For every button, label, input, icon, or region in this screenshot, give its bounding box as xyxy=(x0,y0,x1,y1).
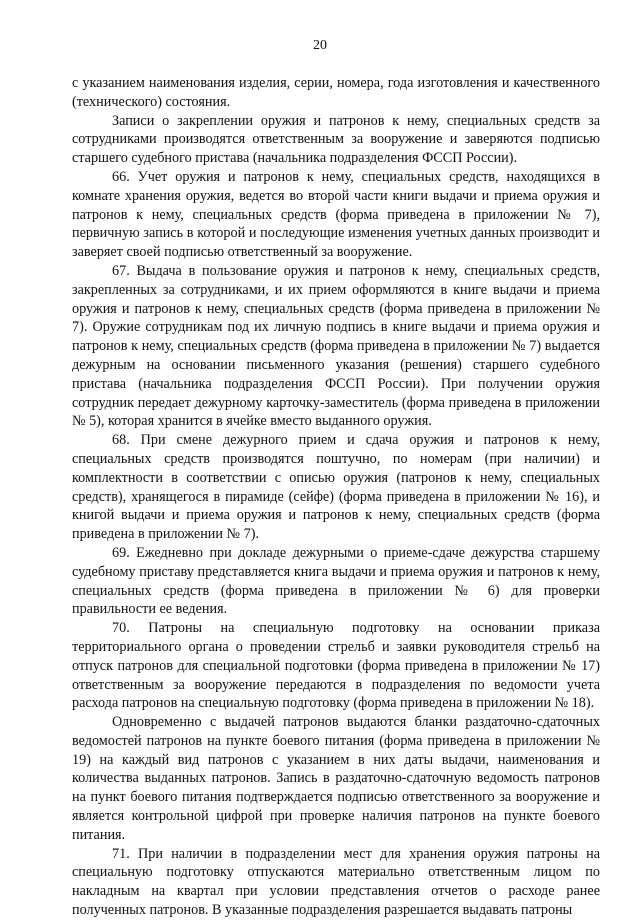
document-body xyxy=(72,74,600,920)
paragraph-69: 69. Ежедневно при докладе дежурными о приеме-сдаче дежурства старшему судебному приставу представляется книга выдачи и приема оружия и патронов к нему, специальных средств (форма приведена в приложении № 6) для проверки правильности ее ведения. xyxy=(72,544,600,618)
paragraph-70: 70. Патроны на специальную подготовку на основании приказа территориального органа о проведении стрельб и заявки руководителя стрельб на отпуск патронов для специальной подготовки (форма приведена в приложении № 17) ответственным за вооружение передаются в подразделения по ведомости учета расхода патронов на специальную подготовку (форма приведена в приложении № 18). xyxy=(72,620,600,712)
paragraph-71: 71. При наличии в подразделении мест для хранения оружия патроны на специальную подготовку отпускаются материально ответственным лицом по накладным на квартал при условии представления отчетов о расходе ранее полученных патронов. В указанные подразделения разрешается выдавать патроны xyxy=(72,845,600,919)
paragraph-68: 68. При смене дежурного прием и сдача оружия и патронов к нему, специальных средств производятся поштучно, по номерам (при наличии) и комплектности в соответствии с описью оружия (патронов к нему, специальных средств), хранящегося в пирамиде (сейфе) (форма приведена в приложении № 16), и книгой выдачи и приема оружия и патронов к нему, специальных средств (форма приведена в приложении № 7). xyxy=(72,432,600,543)
paragraph-continuation: с указанием наименования изделия, серии, номера, года изготовления и качественного (технического) состояния. xyxy=(72,75,600,110)
paragraph-records-note: Записи о закреплении оружия и патронов к нему, специальных средств за сотрудниками производятся ответственным за вооружение и заверяются подписью старшего судебного пристава (начальника подразделения ФССП России). xyxy=(72,112,600,167)
paragraph-67: 67. Выдача в пользование оружия и патронов к нему, специальных средств, закрепленных за сотрудниками, и их прием оформляются в книге выдачи и приема оружия и патронов к нему, специальных средств (форма приведена в приложении № 7). Оружие сотрудникам под их личную подпись в книге выдачи и приема оружия и патронов к нему, специальных средств (форма приведена в приложении № 7) выдается дежурным на основании письменного указания (решения) старшего судебного пристава (начальника подразделения ФССП России). При получении оружия сотрудник передает дежурному карточку-заместитель (форма приведена в приложении № 5), которая хранится в ячейке вместо выданного оружия. xyxy=(72,262,600,430)
paragraph-simultaneous-issue: Одновременно с выдачей патронов выдаются бланки раздаточно-сдаточных ведомостей патронов на пункте боевого питания (форма приведена в приложении № 19) на каждый вид патронов с указанием в них даты выдачи, наименования и количества выданных патронов. Запись в раздаточно-сдаточную ведомость патронов на пункт боевого питания подтверждается подписью ответственного за вооружение и является контрольной цифрой при проверке наличия патронов на пункте боевого питания. xyxy=(72,714,600,843)
paragraph-66: 66. Учет оружия и патронов к нему, специальных средств, находящихся в комнате хранения оружия, ведется во второй части книги выдачи и приема оружия и патронов к нему, специальных средств (форма приведена в приложении № 7), первичную запись в которой и последующие изменения учетных данных производит и заверяет своей подписью ответственный за вооружение. xyxy=(72,168,600,261)
page-number: 20 xyxy=(313,38,327,53)
